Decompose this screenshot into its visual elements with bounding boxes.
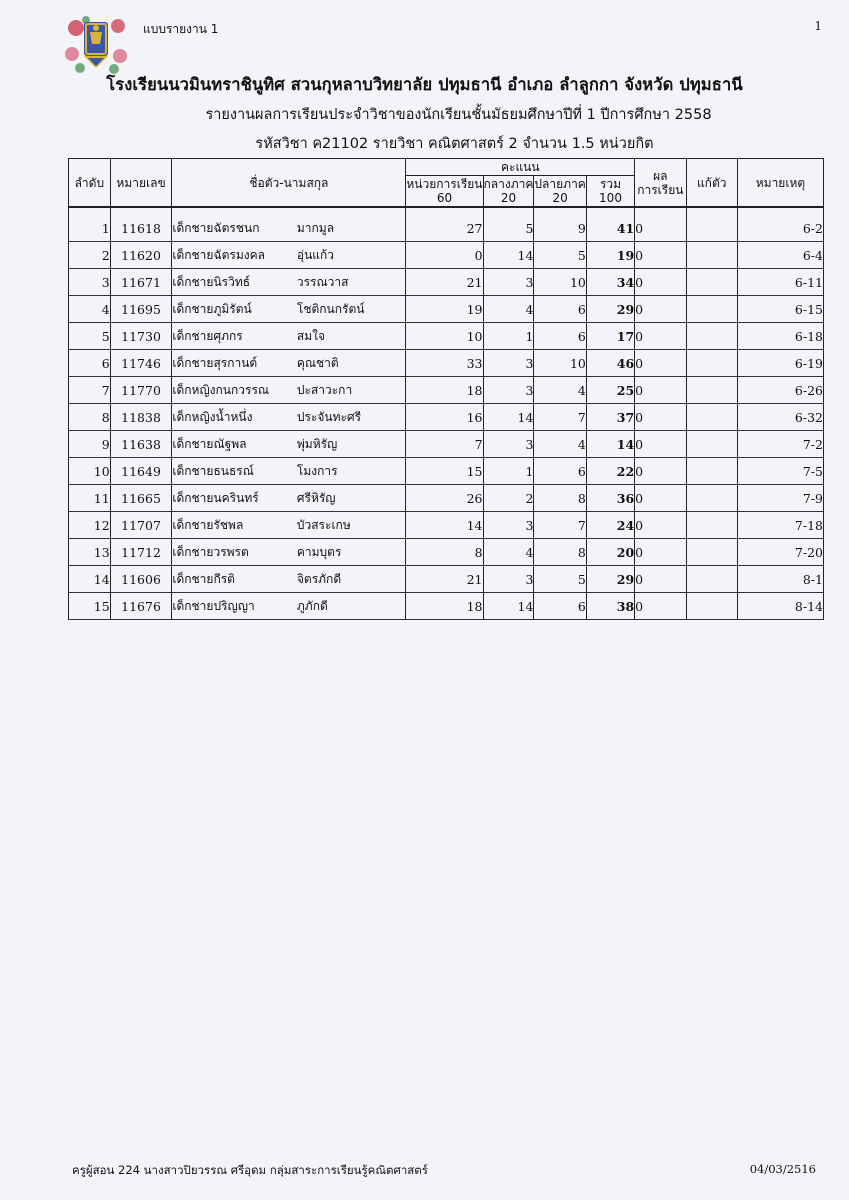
final-score-cell: 7 [534,512,586,539]
student-id-cell: 11606 [110,566,172,593]
footer-teacher: ครูผู้สอน 224 นางสาวปิยวรรณ ศรีอุดม กลุ่มสาระการเรียนรู้คณิตศาสตร์ [72,1163,428,1177]
final-score-cell: 10 [534,350,586,377]
unit-score-cell: 16 [406,404,483,431]
form-label: แบบรายงาน 1 [143,22,219,36]
remark-cell: 6-19 [737,350,823,377]
row-number-cell: 13 [69,539,111,566]
correction-cell [686,296,737,323]
header-unit [406,176,483,208]
row-number-cell: 1 [69,215,111,242]
table-row [69,593,824,620]
total-score-cell: 22 [586,458,634,485]
row-number-cell: 4 [69,296,111,323]
correction-cell [686,485,737,512]
correction-cell [686,512,737,539]
student-id-cell: 11707 [110,512,172,539]
midterm-score-cell: 14 [483,242,534,269]
last-name-cell: บัวสระเกษ [297,512,406,539]
final-score-cell: 7 [534,404,586,431]
row-number-cell: 11 [69,485,111,512]
total-score-cell: 37 [586,404,634,431]
grade-result-cell: 0 [635,512,686,539]
table-row [69,431,824,458]
correction-cell [686,269,737,296]
midterm-score-cell: 3 [483,512,534,539]
first-name-cell: เด็กชายศุภกร [172,323,297,350]
total-score-cell: 41 [586,215,634,242]
grade-result-cell: 0 [635,485,686,512]
student-id-cell: 11838 [110,404,172,431]
final-score-cell: 5 [534,242,586,269]
table-row [69,404,824,431]
header-unit-label: หน่วยการเรียน [406,177,483,191]
row-number-cell: 10 [69,458,111,485]
grade-result-cell: 0 [635,593,686,620]
remark-cell: 6-15 [737,296,823,323]
first-name-cell: เด็กชายภูมิรัตน์ [172,296,297,323]
midterm-score-cell: 3 [483,566,534,593]
header-midterm-max: 20 [500,191,517,205]
table-row [69,458,824,485]
grade-result-cell: 0 [635,323,686,350]
first-name-cell: เด็กชายณัฐพล [172,431,297,458]
correction-cell [686,539,737,566]
final-score-cell: 10 [534,269,586,296]
grade-result-cell: 0 [635,242,686,269]
final-score-cell: 6 [534,296,586,323]
student-id-cell: 11665 [110,485,172,512]
remark-cell: 7-18 [737,512,823,539]
last-name-cell: จิตรภักดี [297,566,406,593]
header-result [635,159,686,208]
final-score-cell: 4 [534,431,586,458]
row-number-cell: 7 [69,377,111,404]
grade-result-cell: 0 [635,350,686,377]
grades-table [68,158,824,620]
row-number-cell: 9 [69,431,111,458]
midterm-score-cell: 4 [483,296,534,323]
row-number-cell: 8 [69,404,111,431]
total-score-cell: 19 [586,242,634,269]
last-name-cell: มากมูล [297,215,406,242]
first-name-cell: เด็กชายนิรวิทธ์ [172,269,297,296]
midterm-score-cell: 2 [483,485,534,512]
header-final [534,176,586,208]
first-name-cell: เด็กชายฉัตรมงคล [172,242,297,269]
final-score-cell: 6 [534,323,586,350]
row-number-cell: 15 [69,593,111,620]
last-name-cell: โมงการ [297,458,406,485]
total-score-cell: 38 [586,593,634,620]
remark-cell: 6-4 [737,242,823,269]
first-name-cell: เด็กชายปริญญา [172,593,297,620]
correction-cell [686,566,737,593]
midterm-score-cell: 5 [483,215,534,242]
student-id-cell: 11695 [110,296,172,323]
student-id-cell: 11638 [110,431,172,458]
student-id-cell: 11730 [110,323,172,350]
student-id-cell: 11620 [110,242,172,269]
midterm-score-cell: 4 [483,539,534,566]
last-name-cell: คุณชาติ [297,350,406,377]
final-score-cell: 8 [534,485,586,512]
total-score-cell: 24 [586,512,634,539]
row-number-cell: 3 [69,269,111,296]
total-score-cell: 36 [586,485,634,512]
student-id-cell: 11746 [110,350,172,377]
grade-result-cell: 0 [635,296,686,323]
header-name: ชื่อตัว-นามสกุล [172,159,406,208]
correction-cell [686,350,737,377]
remark-cell: 8-1 [737,566,823,593]
table-row [69,566,824,593]
table-row [69,539,824,566]
last-name-cell: พุ่มหิรัญ [297,431,406,458]
remark-cell: 7-5 [737,458,823,485]
header-score-group: คะแนน [406,159,635,176]
last-name-cell: คามบุตร [297,539,406,566]
table-row [69,296,824,323]
header-final-label: ปลายภาค [534,177,586,191]
correction-cell [686,404,737,431]
final-score-cell: 8 [534,539,586,566]
grade-result-cell: 0 [635,458,686,485]
header-no: ลำดับ [69,159,111,208]
unit-score-cell: 7 [406,431,483,458]
page-number: 1 [814,19,822,33]
total-score-cell: 29 [586,296,634,323]
unit-score-cell: 14 [406,512,483,539]
midterm-score-cell: 1 [483,323,534,350]
grade-result-cell: 0 [635,539,686,566]
table-header [69,159,824,208]
remark-cell: 6-18 [737,323,823,350]
total-score-cell: 34 [586,269,634,296]
total-score-cell: 20 [586,539,634,566]
last-name-cell: วรรณวาส [297,269,406,296]
unit-score-cell: 18 [406,377,483,404]
row-number-cell: 6 [69,350,111,377]
header-divider-row [69,207,824,215]
footer-date: 04/03/2516 [749,1162,816,1176]
first-name-cell: เด็กชายกีรติ [172,566,297,593]
first-name-cell: เด็กชายรัชพล [172,512,297,539]
unit-score-cell: 8 [406,539,483,566]
unit-score-cell: 0 [406,242,483,269]
final-score-cell: 6 [534,458,586,485]
report-title: รายงานผลการเรียนประจำวิชาของนักเรียนชั้นมัธยมศึกษาปีที่ 1 ปีการศึกษา 2558 [205,107,712,123]
header-midterm-label: กลางภาค [483,177,534,191]
unit-score-cell: 21 [406,269,483,296]
table-row [69,512,824,539]
remark-cell: 6-32 [737,404,823,431]
first-name-cell: เด็กหญิงน้ำหนึ่ง [172,404,297,431]
last-name-cell: ประจันทะศรี [297,404,406,431]
unit-score-cell: 21 [406,566,483,593]
final-score-cell: 9 [534,215,586,242]
correction-cell [686,242,737,269]
correction-cell [686,215,737,242]
remark-cell: 6-11 [737,269,823,296]
last-name-cell: ปะสาวะกา [297,377,406,404]
unit-score-cell: 10 [406,323,483,350]
header-total-max: 100 [599,191,622,205]
student-id-cell: 11618 [110,215,172,242]
correction-cell [686,458,737,485]
final-score-cell: 4 [534,377,586,404]
total-score-cell: 25 [586,377,634,404]
remark-cell: 6-2 [737,215,823,242]
header-correction: แก้ตัว [686,159,737,208]
school-name-line: โรงเรียนนวมินทราชินูทิศ สวนกุหลาบวิทยาลัย ปทุมธานี อำเภอ ลำลูกกา จังหวัด ปทุมธานี [106,75,743,94]
school-crest-logo [64,14,128,76]
grade-result-cell: 0 [635,215,686,242]
table-row [69,350,824,377]
header-remark: หมายเหตุ [737,159,823,208]
last-name-cell: ภูภักดี [297,593,406,620]
row-number-cell: 12 [69,512,111,539]
last-name-cell: สมใจ [297,323,406,350]
correction-cell [686,593,737,620]
first-name-cell: เด็กชายนครินทร์ [172,485,297,512]
grade-result-cell: 0 [635,431,686,458]
row-number-cell: 5 [69,323,111,350]
student-id-cell: 11712 [110,539,172,566]
total-score-cell: 14 [586,431,634,458]
table-row [69,269,824,296]
grade-result-cell: 0 [635,566,686,593]
first-name-cell: เด็กชายวรพรต [172,539,297,566]
remark-cell: 7-2 [737,431,823,458]
correction-cell [686,377,737,404]
unit-score-cell: 33 [406,350,483,377]
header-midterm [483,176,534,208]
remark-cell: 8-14 [737,593,823,620]
unit-score-cell: 18 [406,593,483,620]
total-score-cell: 46 [586,350,634,377]
header-student-id: หมายเลข [110,159,172,208]
last-name-cell: โชติกนกรัตน์ [297,296,406,323]
table-row [69,242,824,269]
header-total [586,176,634,208]
unit-score-cell: 27 [406,215,483,242]
remark-cell: 7-9 [737,485,823,512]
midterm-score-cell: 1 [483,458,534,485]
row-number-cell: 14 [69,566,111,593]
table-row [69,323,824,350]
student-id-cell: 11770 [110,377,172,404]
first-name-cell: เด็กชายสุรกานต์ [172,350,297,377]
first-name-cell: เด็กชายธนธรณ์ [172,458,297,485]
grade-result-cell: 0 [635,377,686,404]
correction-cell [686,431,737,458]
table-body [69,207,824,620]
final-score-cell: 5 [534,566,586,593]
midterm-score-cell: 3 [483,350,534,377]
table-row [69,485,824,512]
total-score-cell: 17 [586,323,634,350]
table-row [69,377,824,404]
correction-cell [686,323,737,350]
grade-result-cell: 0 [635,269,686,296]
student-id-cell: 11676 [110,593,172,620]
remark-cell: 7-20 [737,539,823,566]
unit-score-cell: 15 [406,458,483,485]
student-id-cell: 11649 [110,458,172,485]
midterm-score-cell: 14 [483,404,534,431]
header-final-max: 20 [552,191,568,205]
total-score-cell: 29 [586,566,634,593]
header-result-line1: ผล [653,168,668,183]
table-row [69,215,824,242]
row-number-cell: 2 [69,242,111,269]
header-unit-max: 60 [436,191,453,205]
midterm-score-cell: 3 [483,431,534,458]
final-score-cell: 6 [534,593,586,620]
last-name-cell: ศรีหิรัญ [297,485,406,512]
unit-score-cell: 26 [406,485,483,512]
first-name-cell: เด็กชายฉัตรชนก [172,215,297,242]
midterm-score-cell: 3 [483,377,534,404]
first-name-cell: เด็กหญิงกนกวรรณ [172,377,297,404]
header-result-line2: การเรียน [637,182,684,197]
grade-result-cell: 0 [635,404,686,431]
student-id-cell: 11671 [110,269,172,296]
midterm-score-cell: 3 [483,269,534,296]
unit-score-cell: 19 [406,296,483,323]
remark-cell: 6-26 [737,377,823,404]
midterm-score-cell: 14 [483,593,534,620]
last-name-cell: อุ่นแก้ว [297,242,406,269]
subject-line: รหัสวิชา ค21102 รายวิชา คณิตศาสตร์ 2 จำนวน 1.5 หน่วยกิต [255,136,654,152]
header-total-label: รวม [599,177,622,191]
